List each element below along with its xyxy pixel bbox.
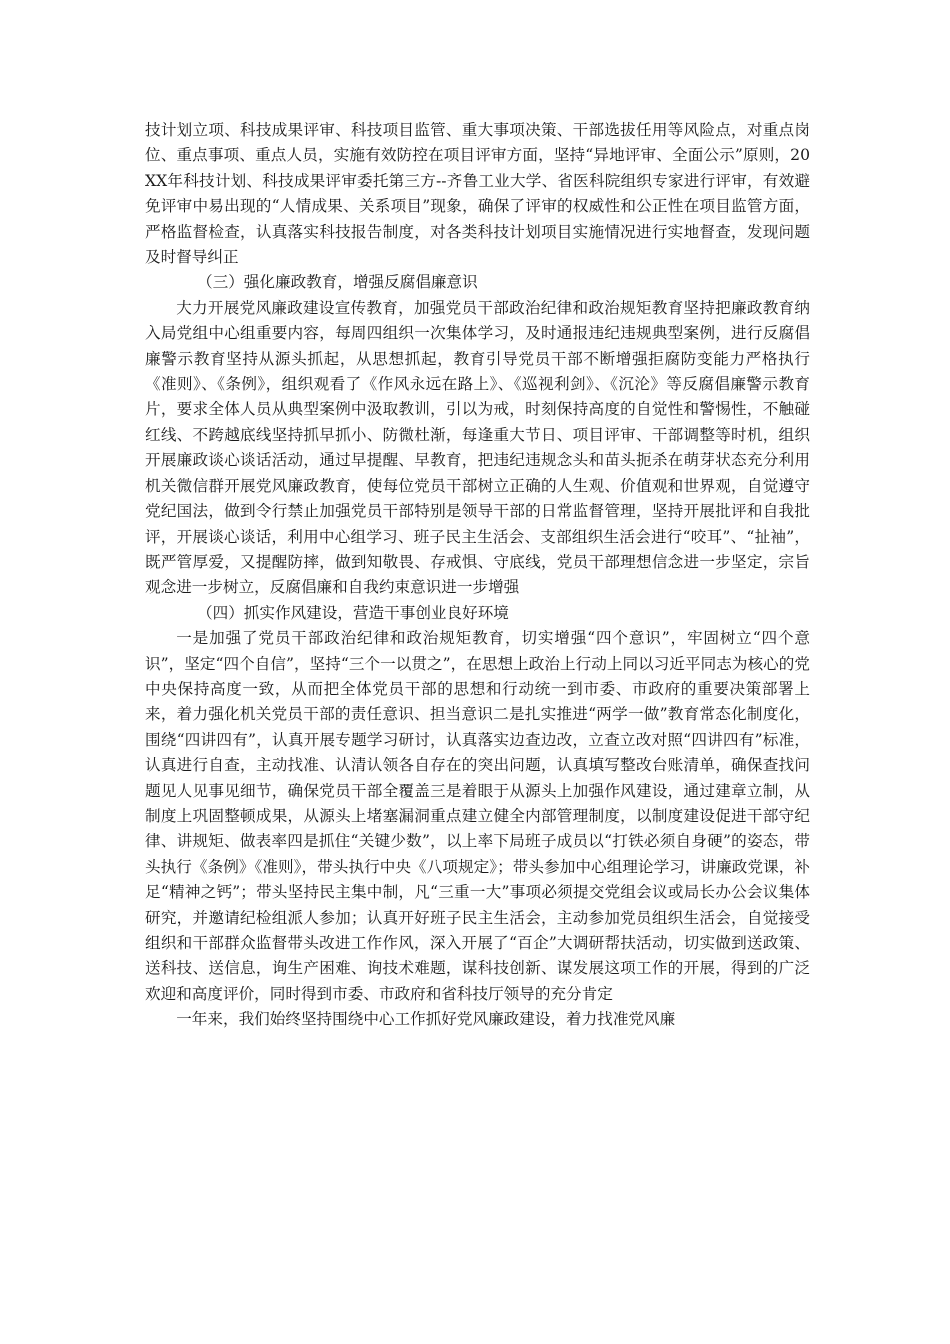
body-paragraph: 大力开展党风廉政建设宣传教育，加强党员干部政治纪律和政治规矩教育坚持把廉政教育纳入局党组中心组重要内容，每周四组织一次集体学习，及时通报违纪违规典型案例，进行反腐倡廉警示教育坚持从源头抓起，从思想抓起，教育引导党员干部不断增强拒腐防变能力严格执行《准则》、《条例》，组织观看了《作风永远在路上》、《巡视利剑》、《沉沦》等反腐倡廉警示教育片，要求全体人员从典型案例中汲取教训，引以为戒，时刻保持高度的自觉性和警惕性，不触碰红线、不跨越底线坚持抓早抓小、防微杜渐，每逢重大节日、项目评审、干部调整等时机，组织开展廉政谈心谈话活动，通过早提醒、早教育，把违纪违规念头和苗头扼杀在萌芽状态充分利用机关微信群开展党风廉政教育，使每位党员干部树立正确的人生观、价值观和世界观，自觉遵守党纪国法，做到令行禁止加强党员干部特别是领导干部的日常监督管理，坚持开展批评和自我批评，开展谈心谈话，利用中心组学习、班子民主生活会、支部组织生活会进行“咬耳”、“扯袖”，既严管厚爱，又提醒防摔，做到知敬畏、存戒惧、守底线，党员干部理想信念进一步坚定，宗旨观念进一步树立，反腐倡廉和自我约束意识进一步增强	[145, 298, 810, 597]
section-heading: （三）强化廉政教育，增强反腐倡廉意识	[197, 273, 478, 292]
section-heading: （四）抓实作风建设，营造干事创业良好环境	[197, 603, 509, 622]
body-paragraph: 技计划立项、科技成果评审、科技项目监管、重大事项决策、干部选拔任用等风险点，对重点岗位、重点事项、重点人员，实施有效防控在项目评审方面，坚持“异地评审、全面公示”原则，20XX年科技计划、科技成果评审委托第三方--齐鲁工业大学、省医科院组织专家进行评审，有效避免评审中易出现的“人情成果、关系项目”现象，确保了评审的权威性和公正性在项目监管方面，严格监督检查，认真落实科技报告制度，对各类科技计划项目实施情况进行实地督查，发现问题及时督导纠正	[145, 121, 810, 267]
document-page	[145, 118, 810, 1033]
body-paragraph: 一年来，我们始终坚持围绕中心工作抓好党风廉政建设，着力找准党风廉	[176, 1010, 676, 1029]
body-paragraph: 一是加强了党员干部政治纪律和政治规矩教育，切实增强“四个意识”，牢固树立“四个意识”，坚定“四个自信”，坚持“三个一以贯之”，在思想上政治上行动上同以习近平同志为核心的党中央保持高度一致，从而把全体党员干部的思想和行动统一到市委、市政府的重要决策部署上来，着力强化机关党员干部的责任意识、担当意识二是扎实推进“两学一做”教育常态化制度化，围绕“四讲四有”，认真开展专题学习研讨，认真落实边查边改，立查立改对照“四讲四有”标准，认真进行自查，主动找准、认清认领各自存在的突出问题，认真填写整改台账清单，确保查找问题见人见事见细节，确保党员干部全覆盖三是着眼于从源头上加强作风建设，通过建章立制，从制度上巩固整顿成果，从源头上堵塞漏洞重点建立健全内部管理制度，以制度建设促进干部守纪律、讲规矩、做表率四是抓住“关键少数”，以上率下局班子成员以“打铁必须自身硬”的姿态，带头执行《条例》《准则》，带头执行中央《八项规定》；带头参加中心组理论学习，讲廉政党课，补足“精神之钙”；带头坚持民主集中制，凡“三重一大”事项必须提交党组会议或局长办公会议集体研究，并邀请纪检组派人参加；认真开好班子民主生活会，主动参加党员组织生活会，自觉接受组织和干部群众监督带头改进工作作风，深入开展了“百企”大调研帮扶活动，切实做到送政策、送科技、送信息，询生产困难、询技术难题，谋科技创新、谋发展这项工作的开展，得到的广泛欢迎和高度评价，同时得到市委、市政府和省科技厅领导的充分肯定	[145, 629, 810, 1003]
